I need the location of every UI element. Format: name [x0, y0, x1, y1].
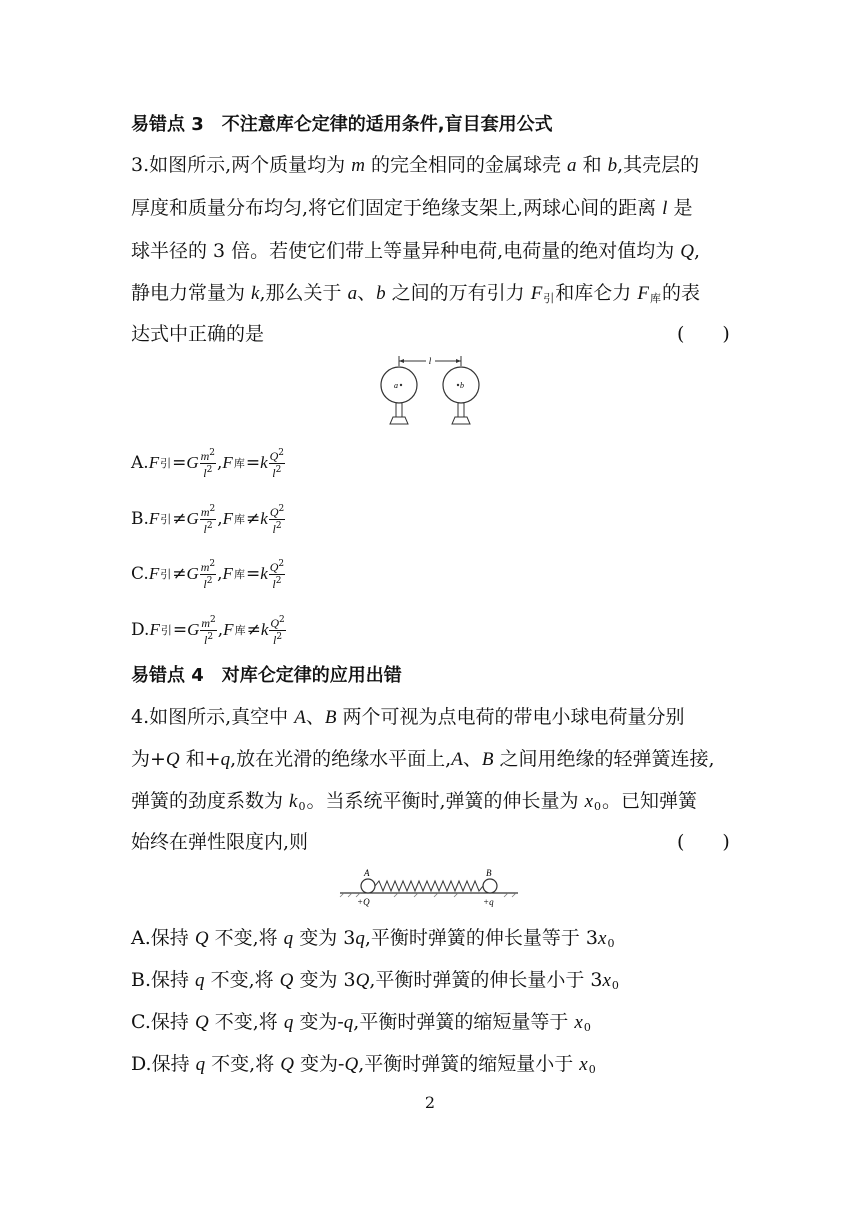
- subscript: 库: [234, 513, 246, 526]
- q3-line-1: [131, 153, 699, 178]
- var-F: F: [530, 283, 543, 304]
- numerator: [200, 503, 216, 520]
- exponent: 2: [209, 503, 216, 514]
- subscript: 引: [160, 457, 172, 470]
- option-letter: B.: [131, 509, 149, 529]
- option-letter: D.: [131, 620, 150, 640]
- var: q: [195, 970, 205, 991]
- denominator: [271, 520, 282, 536]
- var-l: l: [203, 576, 207, 591]
- var-x: x: [579, 1054, 588, 1075]
- numerator: [200, 614, 216, 631]
- text: 3.如图所示,两个质量均为: [131, 154, 352, 176]
- fraction-Q2-l2: [269, 614, 285, 647]
- subscript: 引: [160, 568, 172, 581]
- var-G: G: [186, 564, 199, 583]
- var-F: F: [637, 283, 649, 304]
- var-l: l: [204, 632, 208, 647]
- exponent: 2: [206, 575, 213, 586]
- exponent: 2: [206, 520, 213, 531]
- var-F: F: [223, 620, 234, 639]
- subscript: 0: [588, 1063, 596, 1076]
- comma: ,: [217, 453, 223, 473]
- numerator: [269, 447, 285, 464]
- text: 厚度和质量分布均匀,将它们固定于绝缘支架上,两球心间的距离: [131, 197, 663, 219]
- var-B: B: [324, 707, 337, 728]
- section-heading-4: 易错点 4 对库仑定律的应用出错: [131, 665, 402, 686]
- arrow-head: [399, 359, 404, 363]
- text: ,那么关于: [259, 282, 348, 304]
- exponent: 2: [206, 464, 213, 475]
- q3-option-c: [131, 554, 286, 594]
- q4-option-a: [131, 926, 615, 956]
- var-m: m: [200, 559, 210, 574]
- var-k: k: [260, 509, 268, 528]
- var-l: l: [203, 521, 207, 536]
- q4-option-c: [131, 1010, 592, 1040]
- var-b: b: [376, 283, 386, 304]
- var-l: l: [272, 465, 276, 480]
- text: 。已知弹簧: [602, 790, 698, 812]
- q3-option-a: [131, 443, 286, 483]
- text: 、: [357, 282, 377, 304]
- fraction-m2-l2: [200, 558, 216, 591]
- denominator: [271, 575, 282, 591]
- var: q: [343, 1012, 354, 1033]
- var-x: x: [574, 1012, 583, 1033]
- denominator: [271, 464, 282, 480]
- subscript: 0: [607, 937, 615, 950]
- denominator: [203, 631, 214, 647]
- numerator: [200, 558, 216, 575]
- q4-option-b: [131, 968, 620, 998]
- exponent: 2: [276, 631, 283, 642]
- text: B.保持: [131, 969, 196, 991]
- text: 静电力常量为: [131, 282, 252, 304]
- sphere-b-center: [457, 384, 459, 386]
- answer-bracket-q4: ( ): [677, 831, 730, 853]
- relation: =: [245, 453, 261, 473]
- exponent: 2: [207, 631, 214, 642]
- base-a: [390, 417, 408, 424]
- relation: =: [172, 620, 188, 640]
- option-letter: A.: [131, 453, 149, 473]
- var-G: G: [186, 509, 199, 528]
- text: 和库仑力: [555, 282, 638, 304]
- var-m: m: [200, 504, 210, 519]
- comma: ,: [217, 564, 223, 584]
- text: ,: [693, 240, 701, 262]
- sphere-a: [381, 367, 417, 403]
- text: 、: [305, 706, 325, 728]
- fraction-Q2-l2: [269, 447, 285, 480]
- var-F: F: [222, 453, 233, 472]
- relation: ≠: [246, 620, 261, 640]
- var-F: F: [149, 620, 160, 639]
- fraction-m2-l2: [200, 447, 216, 480]
- q3-option-b: [131, 499, 286, 539]
- text: 变为-: [293, 1011, 344, 1033]
- answer-bracket-q3: ( ): [677, 323, 730, 345]
- denominator: [202, 575, 213, 591]
- relation: =: [172, 453, 187, 473]
- exponent: 2: [275, 520, 282, 531]
- text: ,平衡时弹簧的伸长量等于 3: [364, 927, 599, 949]
- var-l: l: [272, 576, 276, 591]
- var-l: l: [203, 465, 207, 480]
- var: Q: [279, 970, 294, 991]
- subscript: 0: [611, 979, 619, 992]
- ball-a-label: A: [364, 868, 370, 878]
- text: 变为-: [294, 1053, 345, 1075]
- q4-option-d: [131, 1052, 597, 1082]
- text: 为+: [131, 748, 166, 770]
- fraction-Q2-l2: [269, 558, 285, 591]
- q4-line-3: [131, 789, 697, 819]
- relation: ≠: [172, 564, 187, 584]
- text: ,平衡时弹簧的缩短量等于: [353, 1011, 575, 1033]
- var-a: a: [347, 283, 358, 304]
- ball-b: [483, 879, 497, 893]
- var-G: G: [186, 453, 199, 472]
- var: q: [283, 1012, 294, 1033]
- var-a: a: [567, 155, 577, 176]
- var-l: l: [662, 198, 668, 219]
- subscript: 引: [543, 292, 555, 305]
- var: Q: [344, 1054, 359, 1075]
- text: D.保持: [131, 1053, 196, 1075]
- var-b: b: [607, 155, 618, 176]
- exponent: 2: [209, 558, 216, 569]
- text: ,放在光滑的绝缘水平面上,: [230, 748, 452, 770]
- ball-b-label: B: [486, 868, 492, 878]
- text: 4.如图所示,真空中: [131, 706, 295, 728]
- text: ,其壳层的: [617, 154, 700, 176]
- numerator: [269, 614, 285, 631]
- q4-line-2: [131, 747, 715, 772]
- var-l: l: [272, 521, 276, 536]
- var: q: [283, 928, 294, 949]
- spring-figure: [338, 866, 524, 908]
- denominator: [202, 464, 213, 480]
- relation: ≠: [246, 509, 261, 529]
- var-k: k: [260, 453, 268, 472]
- stand-a: [396, 403, 402, 417]
- relation: ≠: [172, 509, 187, 529]
- q3-option-d: [131, 610, 287, 650]
- text: 不变,将: [208, 1011, 284, 1033]
- text: ,平衡时弹簧的缩短量小于: [358, 1053, 580, 1075]
- subscript: 库: [234, 624, 246, 637]
- sphere-b-label: b: [460, 381, 464, 390]
- q4-line-1: [131, 705, 685, 730]
- text: 不变,将: [204, 969, 280, 991]
- subscript: 引: [160, 624, 172, 637]
- numerator: [269, 558, 285, 575]
- spring: [375, 881, 483, 891]
- fraction-m2-l2: [200, 614, 216, 647]
- text: 和: [576, 154, 608, 176]
- fraction-m2-l2: [200, 503, 216, 536]
- subscript: 库: [649, 292, 661, 305]
- exponent: 2: [275, 575, 282, 586]
- sphere-a-label: a: [394, 381, 398, 390]
- numerator: [269, 503, 285, 520]
- text: 之间用绝缘的轻弹簧连接,: [493, 748, 715, 770]
- option-letter: C.: [131, 564, 149, 584]
- denominator: [202, 520, 213, 536]
- q4-line-4: 始终在弹性限度内,则: [131, 831, 309, 853]
- var-F: F: [148, 509, 160, 528]
- var-Q: Q: [269, 504, 279, 519]
- subscript: 引: [160, 513, 172, 526]
- subscript: 库: [233, 457, 245, 470]
- text: 两个可视为点电荷的带电小球电荷量分别: [336, 706, 685, 728]
- exponent: 2: [210, 614, 216, 625]
- text: 变为 3: [293, 969, 356, 991]
- denominator: [272, 631, 283, 647]
- var-x: x: [584, 791, 594, 812]
- var-m: m: [201, 615, 211, 630]
- var-x: x: [602, 970, 611, 991]
- exponent: 2: [278, 447, 285, 458]
- text: 是: [667, 197, 693, 219]
- text: 的完全相同的金属球壳: [364, 154, 568, 176]
- q3-line-5: 达式中正确的是: [131, 323, 265, 345]
- var-Q: Q: [270, 615, 280, 630]
- text: C.保持: [131, 1011, 195, 1033]
- text: 之间的万有引力: [385, 282, 531, 304]
- ball-a: [361, 879, 375, 893]
- stand-b: [458, 403, 464, 417]
- var-k: k: [260, 564, 268, 583]
- exponent: 2: [279, 614, 285, 625]
- fraction-Q2-l2: [269, 503, 285, 536]
- var-Q: Q: [165, 749, 180, 770]
- exponent: 2: [278, 558, 285, 569]
- q3-line-4: [131, 281, 700, 311]
- distance-label: l: [428, 356, 432, 366]
- text: ,平衡时弹簧的伸长量小于 3: [369, 969, 603, 991]
- text: 球半径的 3 倍。若使它们带上等量异种电荷,电荷量的绝对值均为: [131, 240, 681, 262]
- comma: ,: [217, 620, 224, 640]
- numerator: [200, 447, 216, 464]
- text: 不变,将: [205, 1053, 281, 1075]
- var: q: [355, 928, 365, 949]
- var-F: F: [148, 453, 160, 472]
- charge-b-label: +q: [483, 897, 494, 907]
- subscript: 库: [233, 568, 245, 581]
- text: 的表: [661, 282, 700, 304]
- var-A: A: [294, 707, 306, 728]
- page-number: 2: [424, 1093, 436, 1112]
- text: 变为 3: [293, 927, 356, 949]
- exponent: 2: [278, 503, 285, 514]
- two-spheres-figure: [370, 352, 490, 430]
- var-q: q: [220, 749, 231, 770]
- text: 。当系统平衡时,弹簧的伸长量为: [306, 790, 585, 812]
- text: A.保持: [131, 927, 195, 949]
- exponent: 2: [209, 447, 216, 458]
- var-A: A: [451, 749, 463, 770]
- subscript: 0: [583, 1021, 591, 1034]
- var-B: B: [481, 749, 494, 770]
- q3-line-3: [131, 239, 700, 264]
- var-Q: Q: [269, 448, 279, 463]
- var: Q: [280, 1054, 294, 1075]
- var: Q: [194, 928, 209, 949]
- var: Q: [194, 1012, 209, 1033]
- comma: ,: [217, 509, 223, 529]
- var-l: l: [273, 632, 277, 647]
- text: 弹簧的劲度系数为: [131, 790, 290, 812]
- var-m: m: [351, 155, 365, 176]
- var-k: k: [260, 620, 269, 639]
- var-Q: Q: [680, 241, 694, 262]
- var-F: F: [148, 564, 160, 583]
- var-k: k: [251, 283, 260, 304]
- text: 、: [462, 748, 482, 770]
- var-x: x: [598, 928, 607, 949]
- charge-a-label: +Q: [357, 897, 370, 907]
- exponent: 2: [275, 464, 282, 475]
- subscript: 0: [594, 800, 602, 813]
- relation: =: [245, 564, 261, 584]
- var-Q: Q: [269, 559, 279, 574]
- text: 不变,将: [208, 927, 284, 949]
- text: 和+: [179, 748, 221, 770]
- var-k: k: [289, 791, 298, 812]
- section-heading-3: 易错点 3 不注意库仑定律的适用条件,盲目套用公式: [131, 114, 553, 135]
- sphere-a-center: [400, 384, 402, 386]
- base-b: [452, 417, 470, 424]
- var-F: F: [222, 564, 233, 583]
- var: Q: [355, 970, 370, 991]
- var-m: m: [200, 448, 210, 463]
- var-F: F: [222, 509, 234, 528]
- arrow-head: [456, 359, 461, 363]
- q3-line-2: [131, 196, 692, 221]
- var-G: G: [187, 620, 200, 639]
- subscript: 0: [298, 800, 306, 813]
- var: q: [195, 1054, 206, 1075]
